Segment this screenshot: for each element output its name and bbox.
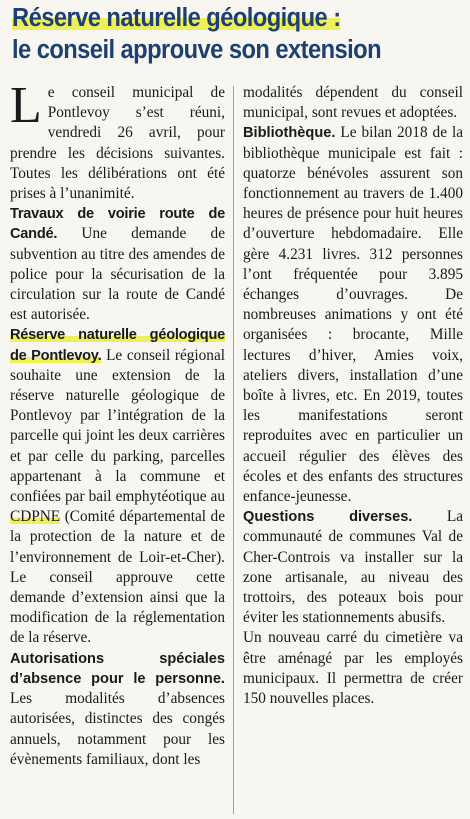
voirie-heading: Travaux de voirie route de Candé. [10,206,225,243]
questions-paragraph [243,507,463,628]
autorisations-heading: Autorisations spéciales d’absence pour le personne. [10,650,225,687]
voirie-paragraph [10,204,225,325]
drop-cap: L [10,83,42,134]
bibliotheque-heading: Bibliothèque. [243,125,336,142]
autorisations-text-1: Les modalités d’absences autorisées, distinctes des congés annuels, notamment pour les évènements familiaux, dont les [10,690,225,768]
headline-line-2: le conseil approuve son extension [12,36,382,64]
cimetiere-paragraph: Un nouveau carré du cimetière va être aménagé par les employés municipaux. Il permettra de créer 150 nouvelles places. [243,629,463,708]
column-separator [233,86,234,814]
intro-paragraph [10,83,225,204]
article-headline [12,2,431,66]
bibliotheque-paragraph [243,123,463,507]
cdpne-highlight: CDPNE [10,508,61,526]
headline-highlight: Réserve naturelle géologique : [12,4,341,32]
voirie-text: Une demande de subvention au titre des amendes de police pour la sécurisation de la circulation sur la route de Candé est autorisée. [10,225,225,324]
questions-heading: Questions diverses. [243,509,413,526]
autorisations-continued: modalités dépendent du conseil municipal, sont revues et adoptées. [243,84,463,122]
reserve-text-2: (Comité départemental de la protection de la nature et de l’environnement de Loir-et-Cher). Le conseil approuve cette demande d’extension ainsi que la modification de la réglementation de la réserve. [10,508,225,647]
autorisations-paragraph [10,649,225,770]
reserve-heading: Réserve naturelle géologique de Pontlevoy. [10,327,225,364]
reserve-paragraph [10,325,225,648]
intro-text: e conseil municipal de Pontlevoy s’est réuni, vendredi 26 avril, pour prendre les décisions suivantes. Toutes les délibérations ont été prises à l’unanimité. [10,84,225,203]
article-column-left [10,83,225,817]
reserve-text-1: Le conseil régional souhaite une extension de la réserve naturelle géologique de Pontlevoy par l’intégration de la parcelle qui joint les deux carrières et par celle du parking, parcelles appartenant à la commune et confiées par bail emphytéotique au [10,346,225,506]
bibliotheque-text: Le bilan 2018 de la bibliothèque municipale est fait : quatorze bénévoles assurent son fonctionnement au travers de 1.400 heures de présence pour huit heures d’ouverture hebdomadaire. Elle gère 4.231 livres. 312 personnes l’ont fréquentée pour 3.895 échanges d’ouvrages. De nombreuses animations y ont été organisées : brocante, Mille lectures d’hiver, Amies voix, ateliers divers, installation d’une boîte à livres, etc. En 2019, toutes les manifestations seront reproduites avec en particulier un accueil régulier des élèves des écoles et des enfants des structures enfance-jeunesse. [243,124,463,506]
article-column-right [243,83,463,817]
headline-line-1 [12,2,431,34]
questions-text: La communauté de communes Val de Cher-Controis va installer sur la zone artisanale, au niveau des trottoirs, des poteaux bois pour éviter les stationnements abusifs. [243,508,463,627]
